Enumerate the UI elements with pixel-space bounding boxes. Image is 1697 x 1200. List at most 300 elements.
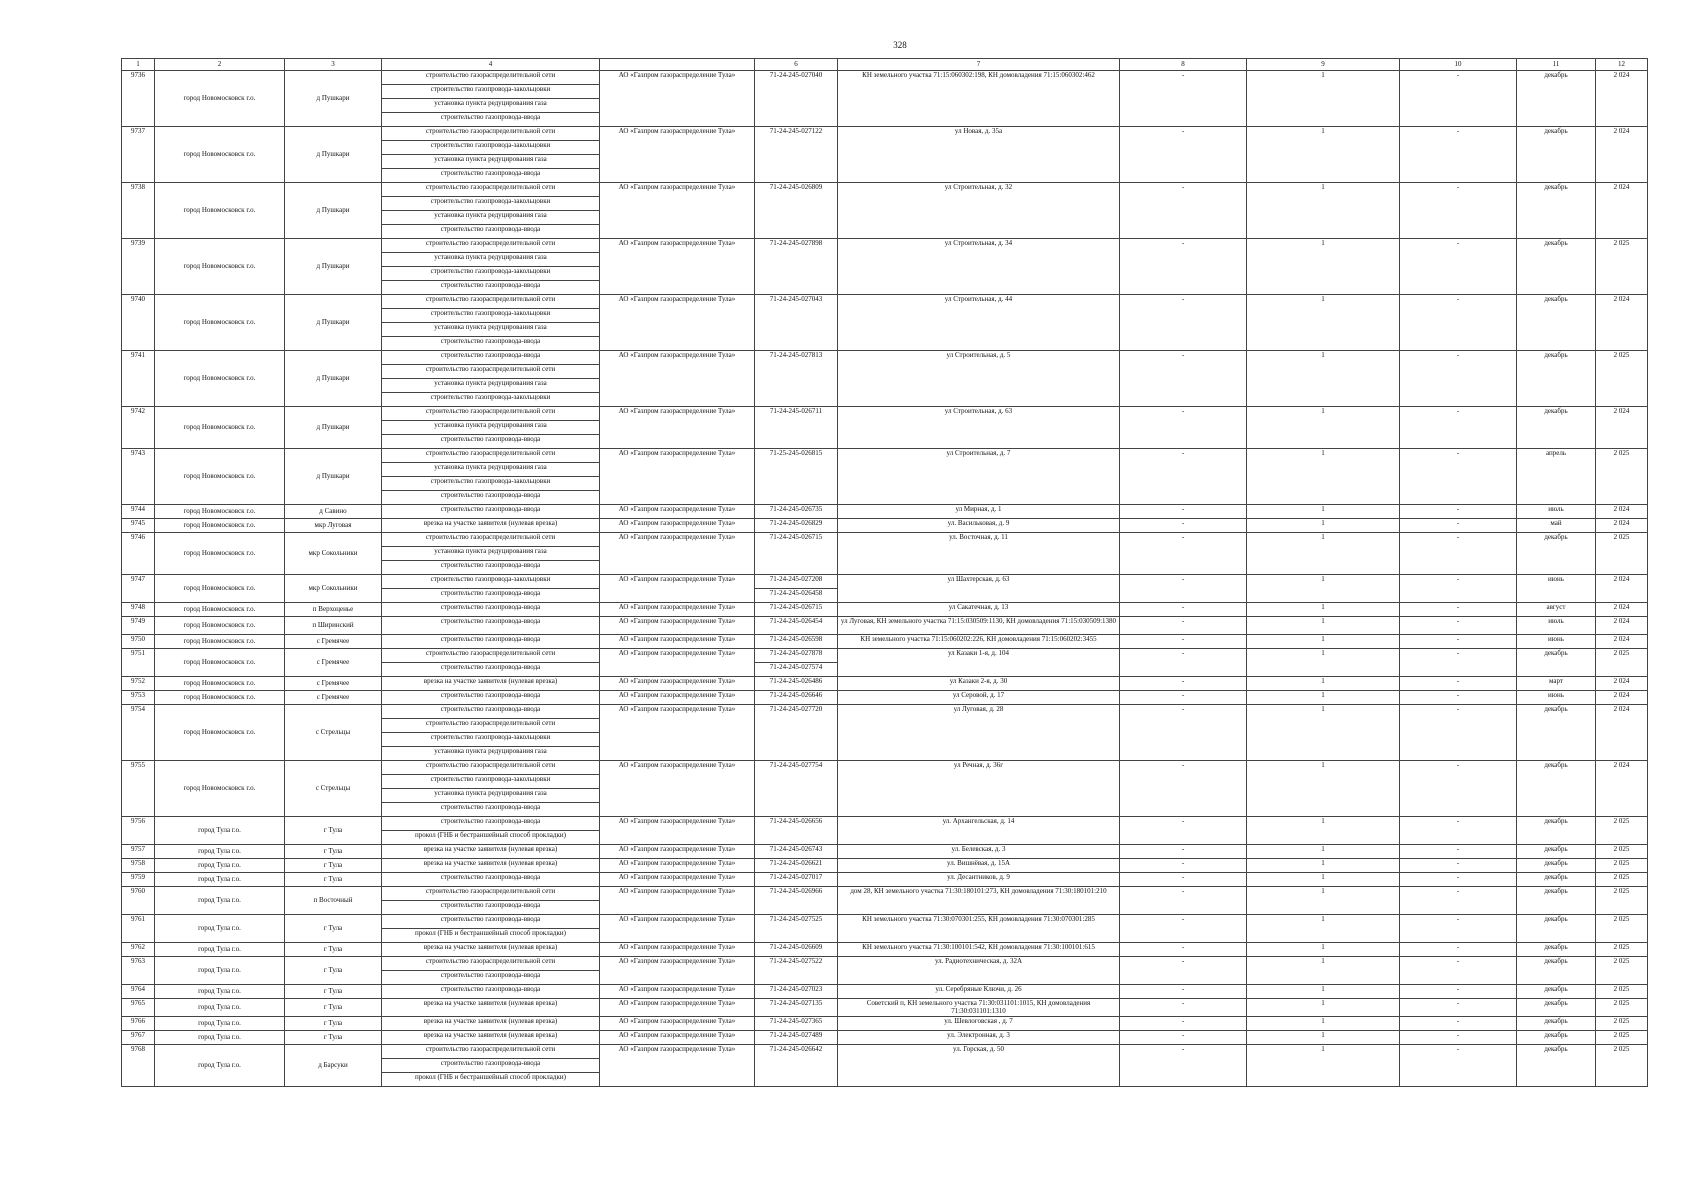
row-number: 9768 [122, 1045, 155, 1087]
address: ул Казаки 1-я, д. 104 [838, 649, 1120, 677]
table-row [122, 519, 1648, 533]
row-number: 9760 [122, 887, 155, 915]
contractor: АО «Газпром газораспределение Тула» [600, 635, 755, 649]
work-type: строительство газопровода-ввода [382, 435, 600, 449]
locality: г Тула [285, 1031, 382, 1045]
work-type: строительство газопровода-закольцовки [382, 775, 600, 789]
table-row [122, 617, 1648, 635]
work-type: установка пункта редуцирования газа [382, 99, 600, 113]
month: декабрь [1517, 351, 1596, 407]
application-code: 71-24-245-026598 [755, 635, 838, 649]
table-row [122, 407, 1648, 421]
municipality: город Тула г.о. [155, 957, 285, 985]
work-type: врезка на участке заявителя (нулевая врезка) [382, 1031, 600, 1045]
address: ул Строительная, д. 44 [838, 295, 1120, 351]
month: декабрь [1517, 817, 1596, 845]
col-9-value: 1 [1247, 519, 1400, 533]
month: декабрь [1517, 183, 1596, 239]
application-code: 71-24-245-026621 [755, 859, 838, 873]
col-9-value: 1 [1247, 649, 1400, 677]
col-10-value: - [1400, 635, 1517, 649]
row-number: 9755 [122, 761, 155, 817]
application-code: 71-24-245-026715 [755, 603, 838, 617]
application-code: 71-24-245-027720 [755, 705, 838, 761]
work-type: строительство газораспределительной сети [382, 365, 600, 379]
application-code: 71-24-245-026486 [755, 677, 838, 691]
month: июнь [1517, 691, 1596, 705]
col-10-value: - [1400, 519, 1517, 533]
work-type: врезка на участке заявителя (нулевая врезка) [382, 1017, 600, 1031]
work-type: строительство газопровода-ввода [382, 901, 600, 915]
locality: п Верхоценье [285, 603, 382, 617]
municipality: город Тула г.о. [155, 999, 285, 1017]
table-row [122, 887, 1648, 901]
row-number: 9746 [122, 533, 155, 575]
table-row [122, 71, 1648, 85]
col-10-value: - [1400, 1031, 1517, 1045]
locality: с Гремячее [285, 677, 382, 691]
work-type: установка пункта редуцирования газа [382, 547, 600, 561]
col-9-value: 1 [1247, 533, 1400, 575]
month: декабрь [1517, 985, 1596, 999]
column-header-9: 9 [1247, 59, 1400, 71]
locality: с Стрельцы [285, 761, 382, 817]
municipality: город Новомосковск г.о. [155, 649, 285, 677]
address: ул. Горская, д. 50 [838, 1045, 1120, 1087]
year: 2 025 [1596, 859, 1648, 873]
row-number: 9767 [122, 1031, 155, 1045]
year: 2 024 [1596, 407, 1648, 449]
column-header-5 [600, 59, 755, 71]
col-8-value: - [1120, 999, 1247, 1017]
work-type: строительство газораспределительной сети [382, 761, 600, 775]
application-code: 71-24-245-026743 [755, 845, 838, 859]
work-type: строительство газопровода-ввода [382, 803, 600, 817]
work-type: установка пункта редуцирования газа [382, 747, 600, 761]
work-type: строительство газопровода-ввода [382, 635, 600, 649]
application-code: 71-24-245-026454 [755, 617, 838, 635]
work-type: установка пункта редуцирования газа [382, 379, 600, 393]
contractor: АО «Газпром газораспределение Тула» [600, 575, 755, 603]
municipality: город Новомосковск г.о. [155, 407, 285, 449]
work-type: строительство газораспределительной сети [382, 295, 600, 309]
col-10-value: - [1400, 761, 1517, 817]
contractor: АО «Газпром газораспределение Тула» [600, 239, 755, 295]
col-8-value: - [1120, 817, 1247, 845]
table-row [122, 351, 1648, 365]
year: 2 024 [1596, 617, 1648, 635]
col-8-value: - [1120, 505, 1247, 519]
col-10-value: - [1400, 817, 1517, 845]
table-row [122, 705, 1648, 719]
application-code: 71-24-245-026966 [755, 887, 838, 915]
work-type: строительство газопровода-ввода [382, 663, 600, 677]
application-code: 71-24-245-026458 [755, 589, 838, 603]
municipality: город Новомосковск г.о. [155, 761, 285, 817]
work-type: строительство газопровода-ввода [382, 225, 600, 239]
col-10-value: - [1400, 603, 1517, 617]
col-10-value: - [1400, 705, 1517, 761]
month: декабрь [1517, 1017, 1596, 1031]
contractor: АО «Газпром газораспределение Тула» [600, 449, 755, 505]
work-type: врезка на участке заявителя (нулевая врезка) [382, 677, 600, 691]
col-10-value: - [1400, 859, 1517, 873]
contractor: АО «Газпром газораспределение Тула» [600, 1045, 755, 1087]
table-row [122, 761, 1648, 775]
work-type: строительство газораспределительной сети [382, 719, 600, 733]
year: 2 025 [1596, 533, 1648, 575]
address: ул Строительная, д. 34 [838, 239, 1120, 295]
table-row [122, 1045, 1648, 1059]
row-number: 9751 [122, 649, 155, 677]
table-row [122, 859, 1648, 873]
contractor: АО «Газпром газораспределение Тула» [600, 295, 755, 351]
row-number: 9766 [122, 1017, 155, 1031]
municipality: город Тула г.о. [155, 1031, 285, 1045]
row-number: 9759 [122, 873, 155, 887]
col-8-value: - [1120, 1045, 1247, 1087]
col-8-value: - [1120, 705, 1247, 761]
municipality: город Новомосковск г.о. [155, 351, 285, 407]
contractor: АО «Газпром газораспределение Тула» [600, 915, 755, 943]
row-number: 9763 [122, 957, 155, 985]
year: 2 024 [1596, 635, 1648, 649]
work-type: врезка на участке заявителя (нулевая врезка) [382, 859, 600, 873]
row-number: 9742 [122, 407, 155, 449]
col-10-value: - [1400, 505, 1517, 519]
locality: г Тула [285, 957, 382, 985]
locality: г Тула [285, 873, 382, 887]
work-type: установка пункта редуцирования газа [382, 155, 600, 169]
application-code: 71-24-245-027574 [755, 663, 838, 677]
col-8-value: - [1120, 649, 1247, 677]
col-10-value: - [1400, 575, 1517, 603]
address: ул Сакатечная, д. 13 [838, 603, 1120, 617]
locality: г Тула [285, 943, 382, 957]
col-10-value: - [1400, 873, 1517, 887]
col-8-value: - [1120, 71, 1247, 127]
address: ул Новая, д. 35а [838, 127, 1120, 183]
year: 2 024 [1596, 575, 1648, 603]
locality: г Тула [285, 915, 382, 943]
work-type: строительство газопровода-ввода [382, 817, 600, 831]
work-type: строительство газопровода-ввода [382, 603, 600, 617]
municipality: город Новомосковск г.о. [155, 295, 285, 351]
year: 2 024 [1596, 603, 1648, 617]
month: декабрь [1517, 761, 1596, 817]
address: ул. Вишнёвая, д. 15А [838, 859, 1120, 873]
month: декабрь [1517, 957, 1596, 985]
contractor: АО «Газпром газораспределение Тула» [600, 1017, 755, 1031]
column-header-10: 10 [1400, 59, 1517, 71]
year: 2 024 [1596, 295, 1648, 351]
month: июнь [1517, 635, 1596, 649]
address: ул Луговая, д. 28 [838, 705, 1120, 761]
contractor: АО «Газпром газораспределение Тула» [600, 705, 755, 761]
locality: г Тула [285, 859, 382, 873]
address: ул. Радиотехническая, д. 32А [838, 957, 1120, 985]
table-row [122, 1017, 1648, 1031]
year: 2 025 [1596, 887, 1648, 915]
month: декабрь [1517, 533, 1596, 575]
col-9-value: 1 [1247, 817, 1400, 845]
row-number: 9764 [122, 985, 155, 999]
work-type: строительство газораспределительной сети [382, 71, 600, 85]
address: ул Мирная, д. 1 [838, 505, 1120, 519]
col-8-value: - [1120, 351, 1247, 407]
month: июнь [1517, 575, 1596, 603]
month: декабрь [1517, 71, 1596, 127]
works-table [121, 58, 1648, 1087]
col-9-value: 1 [1247, 617, 1400, 635]
contractor: АО «Газпром газораспределение Тула» [600, 957, 755, 985]
col-9-value: 1 [1247, 1017, 1400, 1031]
municipality: город Тула г.о. [155, 887, 285, 915]
address: КН земельного участка 71:15:060202:226, КН домовладения 71:15:060202:3455 [838, 635, 1120, 649]
col-10-value: - [1400, 1045, 1517, 1087]
contractor: АО «Газпром газораспределение Тула» [600, 351, 755, 407]
month: декабрь [1517, 887, 1596, 915]
work-type: установка пункта редуцирования газа [382, 211, 600, 225]
row-number: 9758 [122, 859, 155, 873]
table-row [122, 957, 1648, 971]
application-code: 71-24-245-026711 [755, 407, 838, 449]
locality: г Тула [285, 845, 382, 859]
locality: мкр Сокольники [285, 533, 382, 575]
locality: мкр Луговая [285, 519, 382, 533]
contractor: АО «Газпром газораспределение Тула» [600, 533, 755, 575]
work-type: установка пункта редуцирования газа [382, 323, 600, 337]
col-10-value: - [1400, 957, 1517, 985]
table-row [122, 985, 1648, 999]
work-type: строительство газораспределительной сети [382, 127, 600, 141]
contractor: АО «Газпром газораспределение Тула» [600, 183, 755, 239]
col-9-value: 1 [1247, 873, 1400, 887]
year: 2 024 [1596, 705, 1648, 761]
municipality: город Новомосковск г.о. [155, 705, 285, 761]
col-9-value: 1 [1247, 915, 1400, 943]
work-type: установка пункта редуцирования газа [382, 253, 600, 267]
municipality: город Новомосковск г.о. [155, 691, 285, 705]
locality: д Барсуки [285, 1045, 382, 1087]
application-code: 71-24-245-027043 [755, 295, 838, 351]
month: август [1517, 603, 1596, 617]
table-row [122, 603, 1648, 617]
month: декабрь [1517, 859, 1596, 873]
application-code: 71-24-245-027365 [755, 1017, 838, 1031]
column-header-3: 3 [285, 59, 382, 71]
application-code: 71-24-245-026829 [755, 519, 838, 533]
col-9-value: 1 [1247, 575, 1400, 603]
address: ул. Белевская, д. 3 [838, 845, 1120, 859]
row-number: 9744 [122, 505, 155, 519]
col-10-value: - [1400, 915, 1517, 943]
row-number: 9757 [122, 845, 155, 859]
work-type: строительство газопровода-ввода [382, 281, 600, 295]
col-8-value: - [1120, 943, 1247, 957]
municipality: город Тула г.о. [155, 859, 285, 873]
col-8-value: - [1120, 533, 1247, 575]
month: декабрь [1517, 127, 1596, 183]
col-9-value: 1 [1247, 127, 1400, 183]
work-type: строительство газопровода-ввода [382, 491, 600, 505]
col-10-value: - [1400, 1017, 1517, 1031]
work-type: врезка на участке заявителя (нулевая врезка) [382, 943, 600, 957]
contractor: АО «Газпром газораспределение Тула» [600, 1031, 755, 1045]
locality: п Восточный [285, 887, 382, 915]
work-type: строительство газопровода-ввода [382, 337, 600, 351]
work-type: установка пункта редуцирования газа [382, 421, 600, 435]
year: 2 024 [1596, 761, 1648, 817]
address: КН земельного участка 71:15:060302:198, КН домовладения 71:15:060302:462 [838, 71, 1120, 127]
page-number: 328 [893, 40, 907, 50]
table-body [122, 59, 1648, 1087]
address: ул Речная, д. 36г [838, 761, 1120, 817]
column-header-2: 2 [155, 59, 285, 71]
row-number: 9754 [122, 705, 155, 761]
work-type: строительство газопровода-ввода [382, 1059, 600, 1073]
col-9-value: 1 [1247, 239, 1400, 295]
municipality: город Тула г.о. [155, 943, 285, 957]
month: март [1517, 677, 1596, 691]
table-row [122, 691, 1648, 705]
year: 2 025 [1596, 845, 1648, 859]
col-10-value: - [1400, 999, 1517, 1017]
col-10-value: - [1400, 649, 1517, 677]
application-code: 71-24-245-027754 [755, 761, 838, 817]
contractor: АО «Газпром газораспределение Тула» [600, 505, 755, 519]
address: ул Серовой, д. 17 [838, 691, 1120, 705]
application-code: 71-24-245-027135 [755, 999, 838, 1017]
table-row [122, 635, 1648, 649]
contractor: АО «Газпром газораспределение Тула» [600, 999, 755, 1017]
col-9-value: 1 [1247, 985, 1400, 999]
application-code: 71-24-245-026735 [755, 505, 838, 519]
col-8-value: - [1120, 1031, 1247, 1045]
column-header-1: 1 [122, 59, 155, 71]
month: декабрь [1517, 999, 1596, 1017]
municipality: город Новомосковск г.о. [155, 603, 285, 617]
col-9-value: 1 [1247, 957, 1400, 985]
col-9-value: 1 [1247, 505, 1400, 519]
application-code: 71-24-245-026609 [755, 943, 838, 957]
municipality: город Тула г.о. [155, 873, 285, 887]
municipality: город Тула г.о. [155, 845, 285, 859]
col-8-value: - [1120, 1017, 1247, 1031]
application-code: 71-24-245-027040 [755, 71, 838, 127]
row-number: 9740 [122, 295, 155, 351]
work-type: строительство газораспределительной сети [382, 1045, 600, 1059]
contractor: АО «Газпром газораспределение Тула» [600, 845, 755, 859]
application-code: 71-24-245-026715 [755, 533, 838, 575]
work-type: врезка на участке заявителя (нулевая врезка) [382, 519, 600, 533]
table-row [122, 183, 1648, 197]
col-8-value: - [1120, 239, 1247, 295]
contractor: АО «Газпром газораспределение Тула» [600, 617, 755, 635]
col-8-value: - [1120, 859, 1247, 873]
month: декабрь [1517, 1045, 1596, 1087]
month: декабрь [1517, 845, 1596, 859]
year: 2 024 [1596, 127, 1648, 183]
col-10-value: - [1400, 887, 1517, 915]
application-code: 71-24-245-027017 [755, 873, 838, 887]
table-row [122, 1031, 1648, 1045]
application-code: 71-24-245-027122 [755, 127, 838, 183]
year: 2 025 [1596, 873, 1648, 887]
municipality: город Новомосковск г.о. [155, 519, 285, 533]
application-code: 71-24-245-027023 [755, 985, 838, 999]
application-code: 71-24-245-026646 [755, 691, 838, 705]
work-type: строительство газопровода-ввода [382, 505, 600, 519]
col-10-value: - [1400, 71, 1517, 127]
col-9-value: 1 [1247, 71, 1400, 127]
address: дом 28, КН земельного участка 71:30:180101:273, КН домовладения 71:30:180101:210 [838, 887, 1120, 915]
table-row [122, 677, 1648, 691]
work-type: строительство газопровода-закольцовки [382, 393, 600, 407]
col-10-value: - [1400, 407, 1517, 449]
contractor: АО «Газпром газораспределение Тула» [600, 873, 755, 887]
year: 2 025 [1596, 1017, 1648, 1031]
work-type: строительство газораспределительной сети [382, 449, 600, 463]
col-9-value: 1 [1247, 183, 1400, 239]
col-10-value: - [1400, 691, 1517, 705]
month: декабрь [1517, 943, 1596, 957]
col-9-value: 1 [1247, 705, 1400, 761]
table-row [122, 943, 1648, 957]
col-10-value: - [1400, 239, 1517, 295]
table-row [122, 449, 1648, 463]
municipality: город Тула г.о. [155, 817, 285, 845]
month: декабрь [1517, 239, 1596, 295]
year: 2 024 [1596, 691, 1648, 705]
locality: д Пушкари [285, 295, 382, 351]
work-type: прокол (ГНБ и бестраншейный способ прокладки) [382, 1073, 600, 1087]
municipality: город Новомосковск г.о. [155, 575, 285, 603]
work-type: строительство газопровода-ввода [382, 589, 600, 603]
col-9-value: 1 [1247, 887, 1400, 915]
locality: с Стрельцы [285, 705, 382, 761]
locality: д Пушкари [285, 183, 382, 239]
col-8-value: - [1120, 603, 1247, 617]
application-code: 71-25-245-026815 [755, 449, 838, 505]
work-type: строительство газораспределительной сети [382, 533, 600, 547]
locality: с Гремячее [285, 635, 382, 649]
col-9-value: 1 [1247, 999, 1400, 1017]
municipality: город Новомосковск г.о. [155, 449, 285, 505]
col-8-value: - [1120, 635, 1247, 649]
municipality: город Новомосковск г.о. [155, 635, 285, 649]
application-code: 71-24-245-027898 [755, 239, 838, 295]
work-type: строительство газопровода-ввода [382, 561, 600, 575]
col-10-value: - [1400, 677, 1517, 691]
header-row [122, 59, 1648, 71]
address: ул. Шевлоговская , д. 7 [838, 1017, 1120, 1031]
contractor: АО «Газпром газораспределение Тула» [600, 859, 755, 873]
col-9-value: 1 [1247, 603, 1400, 617]
col-9-value: 1 [1247, 845, 1400, 859]
row-number: 9743 [122, 449, 155, 505]
row-number: 9752 [122, 677, 155, 691]
col-10-value: - [1400, 617, 1517, 635]
row-number: 9749 [122, 617, 155, 635]
work-type: строительство газораспределительной сети [382, 957, 600, 971]
address: КН земельного участка 71:30:070301:255, КН домовладения 71:30:070301:285 [838, 915, 1120, 943]
municipality: город Новомосковск г.о. [155, 617, 285, 635]
work-type: строительство газораспределительной сети [382, 407, 600, 421]
column-header-4: 4 [382, 59, 600, 71]
work-type: прокол (ГНБ и бестраншейный способ прокладки) [382, 929, 600, 943]
contractor: АО «Газпром газораспределение Тула» [600, 985, 755, 999]
